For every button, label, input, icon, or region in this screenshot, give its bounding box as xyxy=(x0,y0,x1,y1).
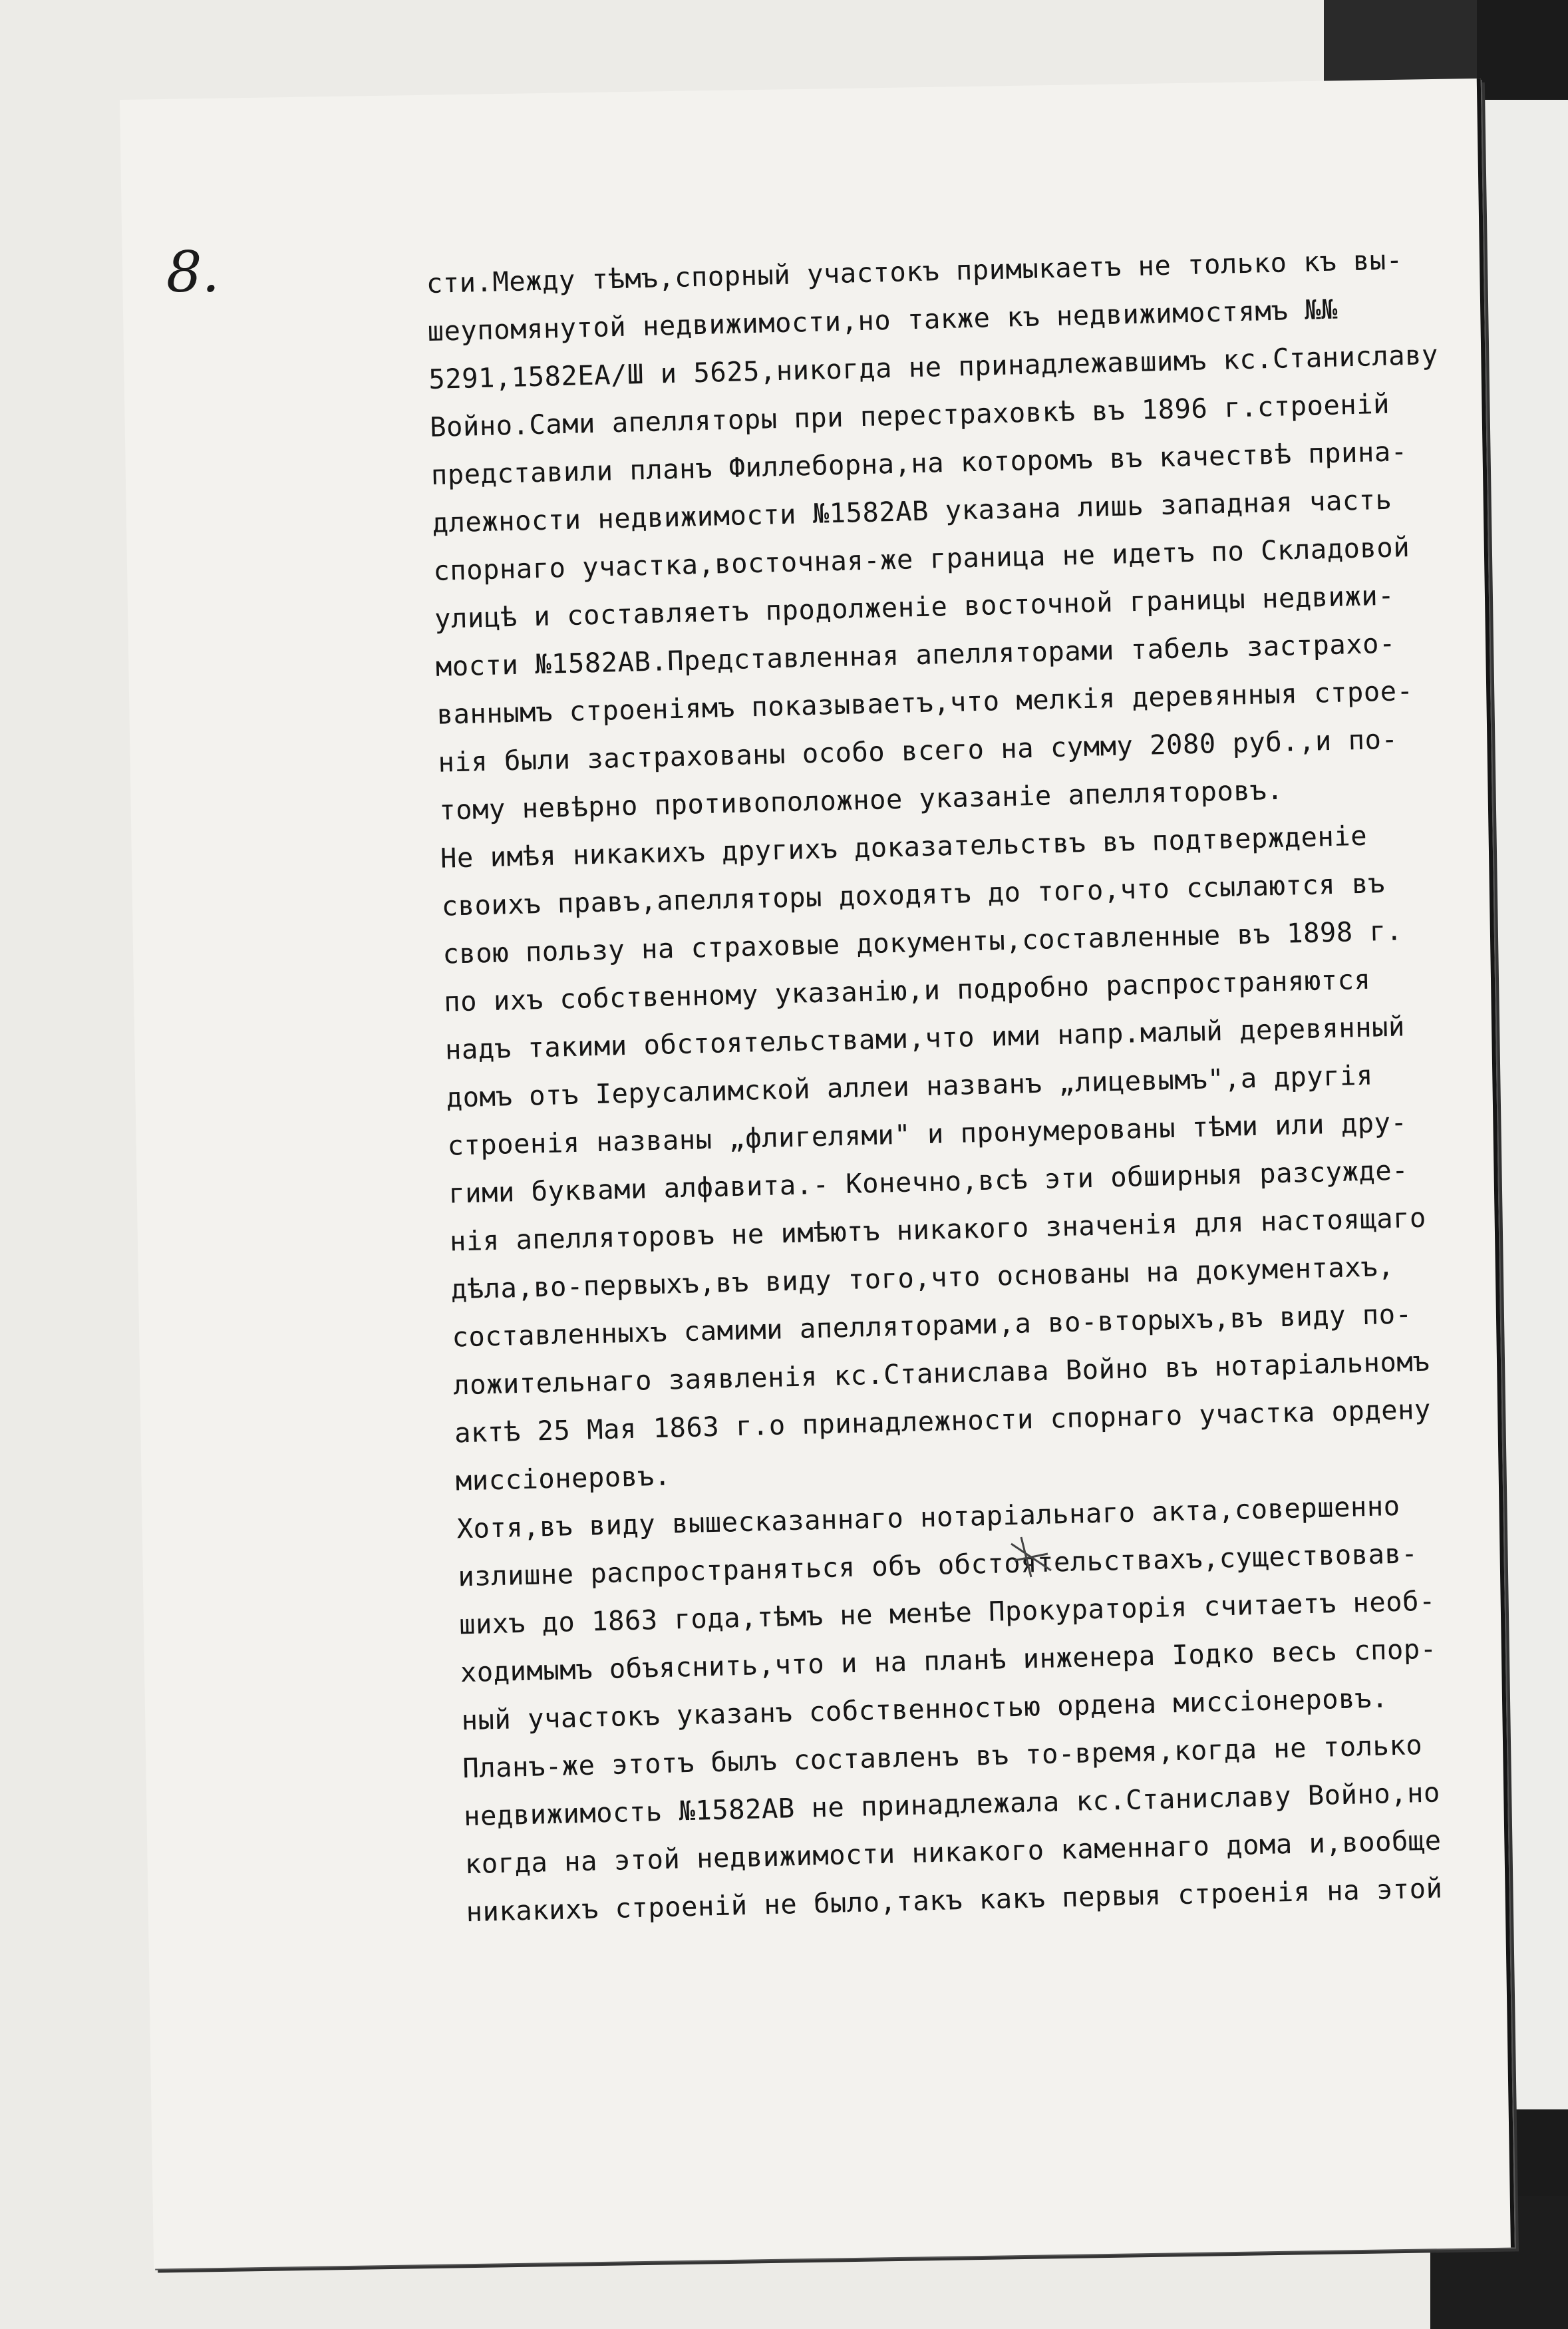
text-line: Планъ-же этотъ былъ составленъ въ то-время,когда не только xyxy=(462,1729,1423,1785)
text-line: мости №1582АВ.Представленная апелляторами табель застрахо- xyxy=(435,627,1396,683)
text-line: представили планъ Филлеборна,на которомъ въ качествѣ прина- xyxy=(430,435,1408,491)
text-line: гими буквами алфавита.- Конечно,всѣ эти обширныя разсужде- xyxy=(448,1154,1409,1210)
text-line: шеупомянутой недвижимости,но также къ недвижимостямъ №№ xyxy=(427,293,1338,347)
text-line: Войно.Сами апелляторы при перестраховкѣ въ 1896 г.строеній xyxy=(429,387,1390,443)
handwritten-cross-mark xyxy=(1005,1530,1058,1584)
text-line: миссіонеровъ. xyxy=(455,1459,671,1497)
text-line: спорнаго участка,восточная-же граница не идетъ по Складовой xyxy=(432,530,1410,587)
text-line: Не имѣя никакихъ другихъ доказательствъ въ подтвержденіе xyxy=(440,819,1368,874)
text-line: нія апелляторовъ не имѣютъ никакого значенія для настоящаго xyxy=(449,1201,1427,1258)
text-line: домъ отъ Іерусалимской аллеи названъ „лицевымъ",а другія xyxy=(446,1059,1374,1114)
text-line: составленныхъ самими апелляторами,а во-вторыхъ,въ виду по- xyxy=(451,1298,1412,1353)
typewritten-text xyxy=(426,234,1491,1936)
text-line: строенія названы „флигелями" и пронумерованы тѣми или дру- xyxy=(446,1106,1408,1162)
text-line: когда на этой недвижимости никакого каменнаго дома и,вообще xyxy=(464,1824,1442,1881)
text-line: улицѣ и составляетъ продолженіе восточной границы недвижи- xyxy=(434,579,1395,635)
text-line: надъ такими обстоятельствами,что ими напр.малый деревянный xyxy=(444,1010,1406,1066)
text-line: дѣла,во-первыхъ,въ виду того,что основаны на документахъ, xyxy=(450,1250,1395,1306)
text-line: тому невѣрно противоположное указаніе апелляторовъ. xyxy=(438,773,1284,826)
text-line: излишне распространяться объ обстоятельствахъ,существовав- xyxy=(457,1537,1418,1593)
text-line: 5291,1582ЕА/Ш и 5625,никогда не принадлежавшимъ кс.Станиславу xyxy=(428,338,1439,395)
text-line: актѣ 25 Мая 1863 г.о принадлежности спорнаго участка ордену xyxy=(454,1393,1432,1449)
text-line: нія были застрахованы особо всего на сумму 2080 руб.,и по- xyxy=(437,723,1398,779)
text-line: шихъ до 1863 года,тѣмъ не менѣе Прокураторія считаетъ необ- xyxy=(458,1584,1436,1641)
text-line: свою пользу на страховые документы,составленные въ 1898 г. xyxy=(442,914,1403,970)
text-line: сти.Между тѣмъ,спорный участокъ примыкаетъ не только къ вы- xyxy=(426,244,1404,299)
text-line: длежности недвижимости №1582АВ указана лишь западная часть xyxy=(432,483,1393,539)
text-line: никакихъ строеній не было,такъ какъ первыя строенія на этой xyxy=(466,1872,1443,1928)
text-line: ный участокъ указанъ собственностью ордена миссіонеровъ. xyxy=(461,1682,1389,1737)
text-line: своихъ правъ,апелляторы доходятъ до того,что ссылаются въ xyxy=(441,867,1386,922)
page-number: 8. xyxy=(166,240,220,305)
text-line: по ихъ собственному указанію,и подробно распространяются xyxy=(443,963,1371,1018)
text-line: ходимымъ объяснить,что и на планѣ инженера Іодко весь спор- xyxy=(460,1632,1438,1689)
text-line: недвижимость №1582АВ не принадлежала кс.Станиславу Войно,но xyxy=(463,1776,1441,1833)
text-line: Хотя,въ виду вышесказаннаго нотаріальнаго акта,совершенно xyxy=(456,1489,1401,1545)
text-line: ложительнаго заявленія кс.Станислава Войно въ нотаріальномъ xyxy=(452,1345,1430,1401)
text-line: ваннымъ строеніямъ показываетъ,что мелкія деревянныя строе- xyxy=(436,674,1414,731)
